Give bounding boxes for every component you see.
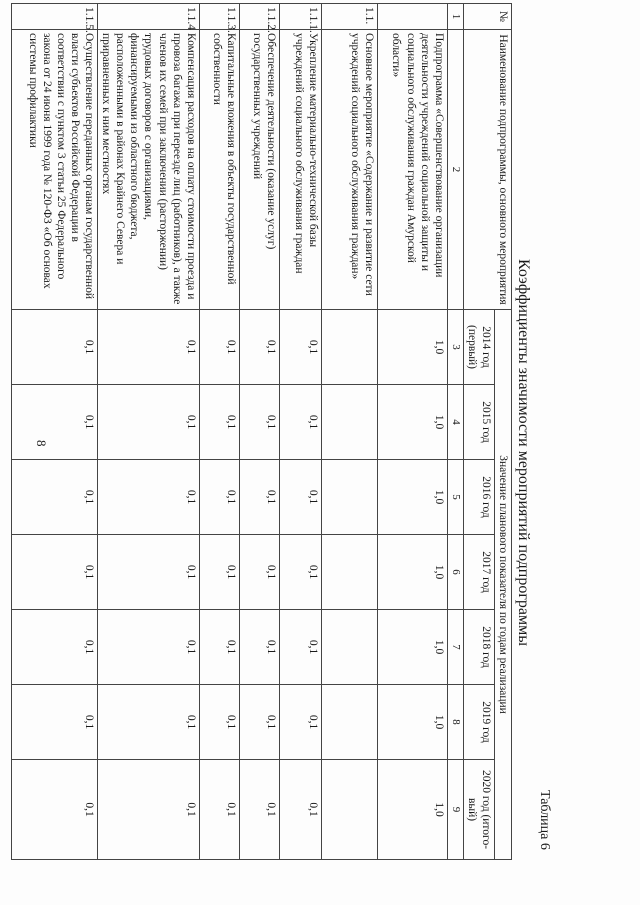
header-year-2020: 2020 год (итого-вый) <box>463 760 494 860</box>
row-name: Подпрограмма «Совершенствование организации деятельности учреждений социальной защиты и социального обслуживания граждан Амурской области» <box>377 30 447 310</box>
header-year-2015: 2015 год <box>463 385 494 460</box>
value-cell: 0,1 <box>199 685 239 760</box>
table-title: Коэффициенты значимости мероприятий подпрограммы <box>515 258 532 646</box>
column-number: 1 <box>447 4 463 30</box>
header-year-2014: 2014 год (первый) <box>463 310 494 385</box>
value-cell <box>321 685 377 760</box>
value-cell: 0,1 <box>12 310 98 385</box>
value-cell: 0,1 <box>239 685 279 760</box>
value-cell <box>321 460 377 535</box>
header-year-group: Значение планового показателя по годам реализации <box>494 310 511 860</box>
page-number: 8 <box>34 440 49 447</box>
value-cell: 0,1 <box>239 310 279 385</box>
table-label: Таблица 6 <box>537 790 552 850</box>
row-name: Капитальные вложения в объекты государственной собственности <box>199 30 239 310</box>
value-cell: 0,1 <box>98 760 199 860</box>
row-name: Укрепление материально-технической базы учреждений социального обслуживания граждан <box>279 30 321 310</box>
value-cell: 0,1 <box>279 685 321 760</box>
value-cell <box>321 610 377 685</box>
table-row <box>279 4 321 860</box>
value-cell: 0,1 <box>199 535 239 610</box>
table-row <box>12 4 98 860</box>
table-row <box>199 4 239 860</box>
row-number: 1.1.2. <box>239 4 279 30</box>
value-cell: 0,1 <box>199 610 239 685</box>
table-row <box>98 4 199 860</box>
value-cell: 0,1 <box>12 385 98 460</box>
value-cell: 0,1 <box>199 310 239 385</box>
value-cell: 1,0 <box>377 760 447 860</box>
table-body <box>12 4 447 860</box>
value-cell: 0,1 <box>98 385 199 460</box>
value-cell: 0,1 <box>98 610 199 685</box>
column-number-row <box>447 4 463 860</box>
column-number: 5 <box>447 460 463 535</box>
value-cell: 0,1 <box>239 535 279 610</box>
value-cell: 0,1 <box>12 535 98 610</box>
value-cell: 0,1 <box>239 760 279 860</box>
value-cell <box>321 760 377 860</box>
value-cell: 0,1 <box>199 385 239 460</box>
value-cell <box>321 310 377 385</box>
value-cell: 0,1 <box>279 610 321 685</box>
value-cell: 0,1 <box>98 310 199 385</box>
table-header <box>447 4 511 860</box>
value-cell: 1,0 <box>377 685 447 760</box>
value-cell: 1,0 <box>377 535 447 610</box>
value-cell: 0,1 <box>98 685 199 760</box>
value-cell <box>321 535 377 610</box>
row-number: 1.1.3. <box>199 4 239 30</box>
row-number: 1.1.4 <box>98 4 199 30</box>
row-name: Осуществление переданных органам государственной власти субъектов Российской Федерации в соответствии с пунктом 3 статьи 25 Федерального закона от 24 июня 1999 года № 120-ФЗ «Об основах системы профилактики <box>12 30 98 310</box>
row-number: 1.1.5. <box>12 4 98 30</box>
header-year-2019: 2019 год <box>463 685 494 760</box>
column-number: 4 <box>447 385 463 460</box>
header-year-2017: 2017 год <box>463 535 494 610</box>
table-row <box>239 4 279 860</box>
header-name: Наименование подпрограммы, основного мероприятия <box>463 30 511 310</box>
value-cell: 0,1 <box>239 610 279 685</box>
value-cell: 1,0 <box>377 610 447 685</box>
column-number: 2 <box>447 30 463 310</box>
value-cell: 0,1 <box>98 460 199 535</box>
value-cell: 0,1 <box>279 760 321 860</box>
column-number: 7 <box>447 610 463 685</box>
value-cell: 0,1 <box>98 535 199 610</box>
value-cell: 0,1 <box>199 460 239 535</box>
table-row <box>377 4 447 860</box>
value-cell: 0,1 <box>239 460 279 535</box>
value-cell: 0,1 <box>279 385 321 460</box>
header-year-2018: 2018 год <box>463 610 494 685</box>
value-cell: 0,1 <box>12 685 98 760</box>
significance-table <box>11 3 512 860</box>
value-cell: 1,0 <box>377 460 447 535</box>
header-year-2016: 2016 год <box>463 460 494 535</box>
row-number: 1.1.1. <box>279 4 321 30</box>
header-number: № <box>463 4 511 30</box>
row-name: Обеспечение деятельности (оказание услуг) государственных учреждений <box>239 30 279 310</box>
table-row <box>321 4 377 860</box>
row-number: 1.1. <box>321 4 377 30</box>
column-number: 3 <box>447 310 463 385</box>
value-cell: 0,1 <box>12 460 98 535</box>
value-cell: 0,1 <box>12 610 98 685</box>
column-number: 8 <box>447 685 463 760</box>
value-cell: 0,1 <box>239 385 279 460</box>
value-cell: 0,1 <box>279 535 321 610</box>
row-number <box>377 4 447 30</box>
value-cell: 1,0 <box>377 385 447 460</box>
row-name: Компенсация расходов на оплату стоимости проезда и провоза багажа при переезде лиц (работников), а также членов их семей при заключении (расторжении) трудовых договоров с организациями, финансируемыми из областного бюджета, расположенными в районах Крайнего Севера и приравненных к ним местностях <box>98 30 199 310</box>
value-cell: 0,1 <box>199 760 239 860</box>
value-cell <box>321 385 377 460</box>
column-number: 6 <box>447 535 463 610</box>
value-cell: 1,0 <box>377 310 447 385</box>
value-cell: 0,1 <box>279 460 321 535</box>
value-cell: 0,1 <box>279 310 321 385</box>
value-cell: 0,1 <box>12 760 98 860</box>
row-name: Основное мероприятие «Содержание и развитие сети учреждений социального обслуживания граждан» <box>321 30 377 310</box>
column-number: 9 <box>447 760 463 860</box>
